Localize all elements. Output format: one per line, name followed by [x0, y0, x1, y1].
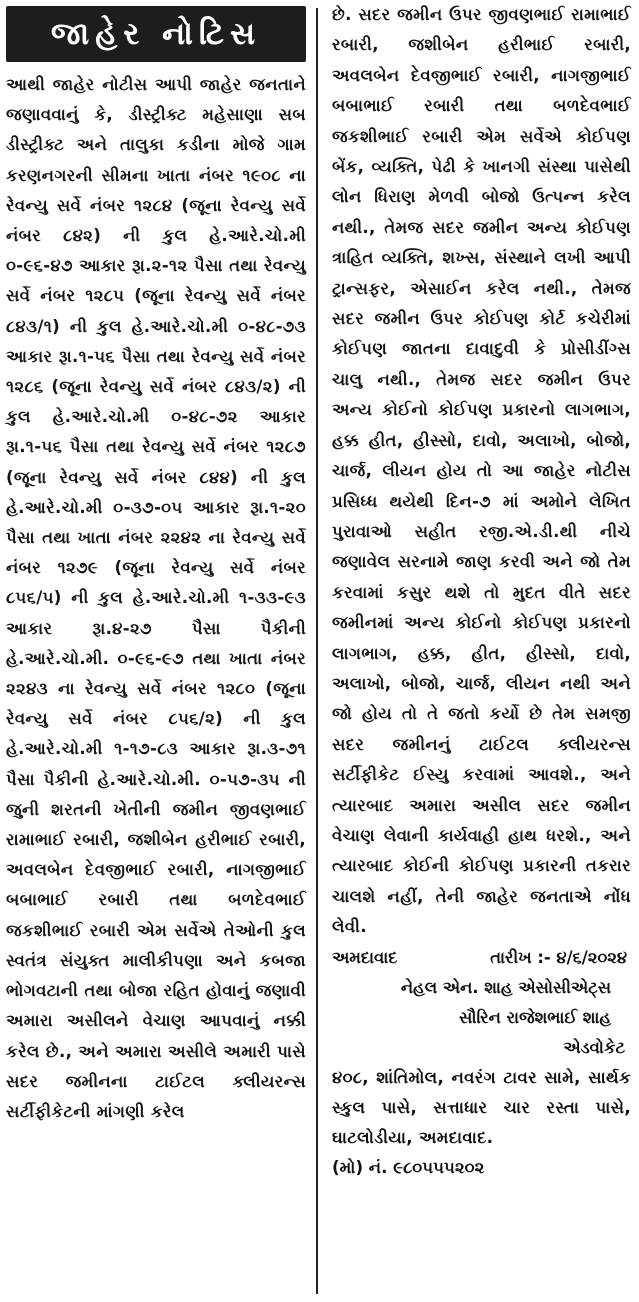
- address: ૪૦૮, શાંતિમોલ, નવરંગ ટાવર સામે, સાર્થક સ્કુલ પાસે, સત્તાધાર ચાર રસ્તા પાસે, ઘાટલોડીયા, અમદાવાદ.: [332, 1067, 631, 1147]
- notice-body-right: છે. સદર જમીન ઉપર જીવણભાઈ રામાભાઈ રબારી, જશીબેન હરીભાઈ રબારી, અવલબેન દેવજીભાઈ રબારી, નાગજીભાઈ બબાભાઈ રબારી તથા બળદેવભાઈ જકશીભાઈ રબારી એમ સર્વેએ કોઈપણ બેંક, વ્યક્તિ, પેઢી કે ખાનગી સંસ્થા પાસેથી લોન ધિરાણ મેળવી બોજો ઉત્પન્ન કરેલ નથી., તેમજ સદર જમીન અન્ય કોઈપણ ત્રાહિત વ્યક્તિ, શખ્સ, સંસ્થાને લખી આપી ટ્રાન્સફર, એસાઈન કરેલ નથી., તેમજ સદર જમીન ઉપર કોઈપણ કોર્ટ કચેરીમાં કોઈપણ જાતના દાવાદુવી કે પ્રોસીડીંગ્સ ચાલુ નથી., તેમજ સદર જમીન ઉપર અન્ય કોઈનો કોઈપણ પ્રકારનો લાગભાગ, હક્ક હીત, હીસ્સો, દાવો, અલાખો, બોજો, ચાર્જ, લીયન હોય તો આ જાહેર નોટીસ પ્રસિધ્ધ થયેથી દિન-૭ માં અમોને લેખિત પુરાવાઓ સહીત રજી.એ.ડી.થી નીચે જણાવેલ સરનામે જાણ કરવી અને જો તેમ કરવામાં કસુર થશે તો મુદત વીતે સદર જમીનમાં અન્ય કોઈનો કોઈપણ પ્રકારનો લાગભાગ, હક્ક, હીત, હીસ્સો, દાવો, અલાખો, બોજો, ચાર્જ, લીયન નથી અને જો હોય તો તે જતો કર્યો છે તેમ સમજી સદર જમીનનું ટાઈટલ ક્લીયરન્સ સર્ટીફીકેટ ઈસ્યુ કરવામાં આવશે., અને ત્યારબાદ અમારા અસીલ સદર જમીન વેચાણ લેવાની કાર્યવાહી હાથ ધરશે., અને ત્યારબાદ કોઈની કોઈપણ પ્રકારની તકરાર ચાલશે નહીં, તેની જાહેર જનતાએ નોંધ લેવી.: [332, 5, 631, 937]
- firm-name: નેહલ એન. શાહ એસોસીએટ્સ: [400, 977, 611, 997]
- column-divider: [316, 8, 318, 1294]
- notice-date: તારીખ :- ૪/૬/૨૦૨૪: [490, 947, 627, 967]
- advocate-name: સૌરિન રાજેશભાઈ શાહ: [458, 1007, 611, 1027]
- designation: એડવોકેટ: [563, 1037, 625, 1057]
- right-column: [322, 0, 639, 1302]
- notice-title: જાહેર નોટિસ: [6, 6, 306, 62]
- place-date-row: [332, 943, 631, 973]
- phone-number: (મો) નં. ૯૮૦૫૫૫૨૦૨: [332, 1158, 485, 1178]
- left-column: [0, 0, 312, 1302]
- place: અમદાવાદ: [332, 947, 398, 967]
- notice-body-left: આથી જાહેર નોટીસ આપી જાહેર જનતાને જણાવવાનું કે, ડીસ્ટ્રીક્ટ મહેસાણા સબ ડીસ્ટ્રીક્ટ અને તાલુકા કડીના મોજે ગામ કરણનગરની સીમના ખાતા નંબર ૧૯૦૮ ના રેવન્યુ સર્વે નંબર ૧૨૮૪ (જૂના રેવન્યુ સર્વે નંબર ૮૪૨) ની કુલ હે.આરે.ચો.મી ૦-૯૬-૪૭ આકાર રૂા.૨-૧૨ પૈસા તથા રેવન્યુ સર્વે નંબર ૧૨૮૫ (જૂના રેવન્યુ સર્વે નંબર ૮૪૩/૧) ની કુલ હે.આરે.ચો.મી ૦-૪૮-૭૩ આકાર રૂા.૧-૫૬ પૈસા તથા રેવન્યુ સર્વે નંબર ૧૨૮૬ (જૂના રેવન્યુ સર્વે નંબર ૮૪૩/૨) ની કુલ હે.આરે.ચો.મી ૦-૪૮-૭૨ આકાર રૂા.૧-૫૬ પૈસા તથા રેવન્યુ સર્વે નંબર ૧૨૮૭ (જૂના રેવન્યુ સર્વે નંબર ૮૪૪) ની કુલ હે.આરે.ચો.મી ૦-૩૭-૦૫ આકાર રૂા.૧-૨૦ પૈસા તથા ખાતા નંબર ૨૨૪૨ ના રેવન્યુ સર્વે નંબર ૧૨૭૯ (જૂના રેવન્યુ સર્વે નંબર ૮૫૬/૫) ની કુલ હે.આરે.ચો.મી ૧-૩૩-૯૩ આકાર રૂા.૪-૨૭ પૈસા પૈકીની હે.આરે.ચો.મી. ૦-૯૬-૯૭ તથા ખાતા નંબર ૨૨૪૩ ના રેવન્યુ સર્વે નંબર ૧૨૮૦ (જૂના રેવન્યુ સર્વે નંબર ૮૫૬/૨) ની કુલ હે.આરે.ચો.મી ૧-૧૭-૮૩ આકાર રૂા.૩-૭૧ પૈસા પૈકીની હે.આરે.ચો.મી. ૦-૫૭-૩૫ ની જુની શરતની ખેતીની જમીન જીવણભાઈ રામાભાઈ રબારી, જશીબેન હરીભાઈ રબારી, અવલબેન દેવજીભાઈ રબારી, નાગજીભાઈ બબાભાઈ રબારી તથા બળદેવભાઈ જકશીભાઈ રબારી એમ સર્વેએ તેઓની કુલ સ્વતંત્ર સંયુક્ત માલીકીપણા અને કબજા ભોગવટાની તથા બોજા રહિત હોવાનું જણાવી અમારા અસીલને વેચાણ આપવાનું નક્કી કરેલ છે., અને અમારા અસીલે અમારી પાસે સદર જમીનના ટાઈટલ ક્લીયરન્સ સર્ટીફીકેટની માંગણી કરેલ: [6, 75, 306, 1121]
